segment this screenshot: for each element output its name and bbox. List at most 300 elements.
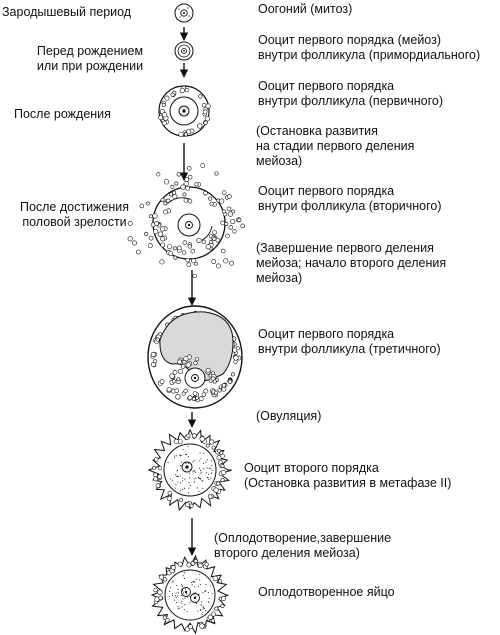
granulosa-cell-mark bbox=[202, 103, 206, 107]
granulosa-cell-mark bbox=[188, 625, 192, 629]
granulosa-cell-mark bbox=[140, 204, 144, 208]
granulosa-cell-mark bbox=[186, 258, 190, 262]
cytoplasm-dot bbox=[196, 579, 197, 580]
cytoplasm-dot bbox=[194, 481, 195, 482]
granulosa-cell-mark bbox=[177, 360, 181, 364]
granulosa-cell-mark bbox=[197, 124, 202, 129]
cytoplasm-dot bbox=[182, 449, 183, 450]
granulosa-cell-mark bbox=[206, 444, 209, 447]
granulosa-cell-mark bbox=[179, 132, 184, 137]
granulosa-cell-mark bbox=[163, 210, 167, 214]
granulosa-cell-mark bbox=[206, 368, 210, 372]
granulosa-cell-mark bbox=[212, 446, 215, 449]
cytoplasm-dot bbox=[205, 610, 206, 611]
granulosa-cell-mark bbox=[186, 363, 191, 368]
granulosa-cell-mark bbox=[153, 477, 157, 481]
cytoplasm-dot bbox=[176, 597, 177, 598]
cytoplasm-dot bbox=[199, 468, 200, 469]
cytoplasm-dot bbox=[202, 614, 203, 615]
granulosa-cell-mark bbox=[194, 361, 198, 365]
cytoplasm-dot bbox=[175, 595, 176, 596]
cytoplasm-dot bbox=[175, 474, 176, 475]
granulosa-cell-mark bbox=[185, 186, 189, 190]
cytoplasm-dot bbox=[196, 603, 197, 604]
stage-after-puberty-label: После достижения половой зрелости bbox=[19, 200, 130, 229]
granulosa-cell-mark bbox=[182, 251, 186, 255]
granulosa-cell-mark bbox=[178, 369, 183, 374]
secondary-oocyte-cell bbox=[149, 430, 232, 510]
cytoplasm-dot bbox=[201, 601, 202, 602]
meiosis-completion-label: (Завершение первого деления мейоза; начало второго деления мейоза) bbox=[256, 241, 447, 285]
cytoplasm-dot bbox=[181, 606, 182, 607]
granulosa-cell-mark bbox=[193, 392, 197, 396]
cytoplasm-dot bbox=[203, 463, 204, 464]
granulosa-cell-mark bbox=[181, 365, 185, 369]
cytoplasm-dot bbox=[181, 455, 182, 456]
granulosa-cell-mark bbox=[219, 199, 224, 204]
cytoplasm-dot bbox=[178, 592, 179, 593]
oogonium-label: Оогоний (митоз) bbox=[258, 2, 353, 16]
cytoplasm-dot bbox=[206, 584, 207, 585]
cytoplasm-dot bbox=[182, 478, 183, 479]
cytoplasm-dot bbox=[178, 476, 179, 477]
cytoplasm-dot bbox=[211, 465, 212, 466]
granulosa-cell-mark bbox=[174, 439, 178, 443]
granulosa-cell-mark bbox=[167, 496, 171, 500]
granulosa-cell-mark bbox=[181, 185, 186, 190]
granulosa-cell-mark bbox=[210, 202, 214, 206]
granulosa-cell-mark bbox=[160, 260, 165, 265]
cytoplasm-dot bbox=[177, 595, 178, 596]
cytoplasm-dot bbox=[174, 457, 175, 458]
cytoplasm-dot bbox=[200, 458, 201, 459]
granulosa-cell-mark bbox=[192, 434, 196, 438]
granulosa-cell-mark bbox=[151, 352, 155, 356]
granulosa-cell-mark bbox=[178, 562, 182, 566]
granulosa-cell-mark bbox=[238, 218, 241, 221]
granulosa-cell-mark bbox=[164, 180, 169, 185]
cytoplasm-dot bbox=[179, 608, 180, 609]
cytoplasm-dot bbox=[199, 574, 200, 575]
granulosa-cell-mark bbox=[164, 202, 167, 205]
cytoplasm-dot bbox=[176, 455, 177, 456]
cytoplasm-dot bbox=[211, 460, 212, 461]
granulosa-cell-mark bbox=[183, 360, 186, 363]
granulosa-cell-mark bbox=[158, 590, 163, 595]
granulosa-cell-mark bbox=[191, 249, 195, 253]
cytoplasm-dot bbox=[176, 470, 177, 471]
granulosa-cell-mark bbox=[222, 191, 226, 195]
cytoplasm-dot bbox=[178, 608, 179, 609]
granulosa-cell-mark bbox=[210, 440, 214, 444]
cytoplasm-dot bbox=[177, 482, 178, 483]
cytoplasm-dot bbox=[181, 601, 182, 602]
granulosa-cell-mark bbox=[158, 475, 162, 479]
granulosa-cell-mark bbox=[213, 380, 216, 383]
cytoplasm-dot bbox=[202, 481, 203, 482]
cytoplasm-dot bbox=[182, 586, 183, 587]
cytoplasm-dot bbox=[168, 462, 169, 463]
cytoplasm-dot bbox=[210, 478, 211, 479]
granulosa-cell-mark bbox=[241, 224, 245, 228]
granulosa-cell-mark bbox=[162, 121, 166, 125]
granulosa-cell-mark bbox=[159, 116, 163, 120]
granulosa-cell-mark bbox=[158, 466, 162, 470]
cytoplasm-dot bbox=[199, 460, 200, 461]
cytoplasm-dot bbox=[208, 479, 209, 480]
granulosa-cell-mark bbox=[153, 466, 156, 469]
stage-after-birth-label: После рождения bbox=[14, 107, 111, 121]
secondary-oocyte-label: Ооцит второго порядка (Остановка развития в метафазе II) bbox=[244, 461, 452, 490]
granulosa-cell-mark bbox=[213, 237, 216, 240]
granulosa-cell-mark bbox=[194, 559, 197, 562]
granulosa-cell-mark bbox=[187, 563, 191, 567]
cytoplasm-dot bbox=[189, 602, 190, 603]
granulosa-cell-mark bbox=[221, 470, 226, 475]
cytoplasm-dot bbox=[175, 484, 176, 485]
granulosa-cell-mark bbox=[174, 256, 177, 259]
cytoplasm-dot bbox=[203, 468, 204, 469]
cytoplasm-dot bbox=[190, 485, 191, 486]
granulosa-cell-mark bbox=[205, 563, 209, 567]
cytoplasm-dot bbox=[186, 454, 187, 455]
granulosa-cell-mark bbox=[173, 247, 176, 250]
granulosa-cell-mark bbox=[208, 495, 212, 499]
cytoplasm-dot bbox=[207, 477, 208, 478]
granulosa-cell-mark bbox=[169, 193, 172, 196]
fertilized-egg-cell bbox=[152, 556, 228, 633]
cytoplasm-dot bbox=[170, 478, 171, 479]
cytoplasm-dot bbox=[180, 490, 181, 491]
cytoplasm-dot bbox=[193, 594, 194, 595]
cytoplasm-dot bbox=[211, 470, 212, 471]
granulosa-cell-mark bbox=[144, 232, 147, 235]
cytoplasm-dot bbox=[182, 590, 183, 591]
cytoplasm-dot bbox=[172, 595, 173, 596]
granulosa-cell-mark bbox=[228, 380, 232, 384]
granulosa-cell-mark bbox=[228, 195, 232, 199]
granulosa-cell-mark bbox=[218, 389, 222, 393]
cytoplasm-dot bbox=[175, 488, 176, 489]
granulosa-cell-mark bbox=[212, 390, 216, 394]
fertilization-label: (Оплодотворение,завершение второго деления мейоза) bbox=[214, 531, 392, 560]
granulosa-cell-mark bbox=[156, 173, 160, 177]
cytoplasm-dot bbox=[210, 585, 211, 586]
cytoplasm-dot bbox=[184, 604, 185, 605]
granulosa-cell-mark bbox=[187, 166, 191, 170]
cytoplasm-dot bbox=[199, 580, 200, 581]
granulosa-cell-mark bbox=[221, 604, 224, 607]
granulosa-cell-mark bbox=[173, 370, 177, 374]
granulosa-cell-mark bbox=[185, 503, 189, 507]
cytoplasm-dot bbox=[201, 472, 202, 473]
cytoplasm-dot bbox=[205, 461, 206, 462]
granulosa-cell-mark bbox=[231, 219, 235, 223]
granulosa-cell-mark bbox=[229, 261, 233, 265]
granulosa-cell-mark bbox=[214, 488, 219, 493]
granulosa-cell-mark bbox=[172, 379, 176, 383]
granulosa-cell-mark bbox=[177, 246, 181, 250]
granulosa-cell-mark bbox=[153, 214, 158, 219]
cytoplasm-dot bbox=[194, 460, 195, 461]
granulosa-cell-mark bbox=[202, 240, 206, 244]
granulosa-cell-mark bbox=[149, 236, 153, 240]
granulosa-cell-mark bbox=[190, 504, 193, 507]
granulosa-cell-mark bbox=[221, 596, 225, 600]
cytoplasm-dot bbox=[202, 488, 203, 489]
granulosa-cell-mark bbox=[169, 252, 173, 256]
granulosa-cell-mark bbox=[222, 387, 226, 391]
primordial-follicle-cell bbox=[175, 42, 193, 60]
granulosa-cell-mark bbox=[201, 163, 205, 167]
granulosa-cell-mark bbox=[149, 215, 152, 218]
oogonium-cell bbox=[175, 4, 193, 22]
cytoplasm-dot bbox=[207, 459, 208, 460]
primordial-follicle-label: Ооцит первого порядка (мейоз) внутри фолликула (примордиального) bbox=[258, 33, 481, 62]
granulosa-cell-mark bbox=[159, 575, 163, 579]
granulosa-cell-mark bbox=[221, 478, 225, 482]
cytoplasm-dot bbox=[195, 472, 196, 473]
granulosa-cell-mark bbox=[222, 384, 225, 387]
cytoplasm-dot bbox=[172, 582, 173, 583]
cytoplasm-dot bbox=[169, 596, 170, 597]
granulosa-cell-mark bbox=[155, 222, 159, 226]
granulosa-cell-mark bbox=[161, 198, 164, 201]
granulosa-cell-mark bbox=[146, 202, 149, 205]
granulosa-cell-mark bbox=[180, 498, 183, 501]
granulosa-cell-mark bbox=[162, 103, 165, 106]
granulosa-cell-mark bbox=[227, 207, 231, 211]
granulosa-cell-mark bbox=[194, 262, 197, 265]
granulosa-cell-mark bbox=[187, 434, 191, 438]
cytoplasm-dot bbox=[198, 586, 199, 587]
tertiary-follicle-cell bbox=[148, 306, 242, 408]
granulosa-cell-mark bbox=[165, 96, 169, 100]
cytoplasm-dot bbox=[197, 610, 198, 611]
granulosa-cell-mark bbox=[156, 484, 160, 488]
granulosa-cell-mark bbox=[183, 193, 186, 196]
cytoplasm-dot bbox=[182, 598, 183, 599]
granulosa-cell-mark bbox=[199, 397, 203, 401]
granulosa-cell-mark bbox=[148, 244, 152, 248]
granulosa-cell-mark bbox=[233, 230, 237, 234]
cytoplasm-dot bbox=[176, 602, 177, 603]
cytoplasm-dot bbox=[206, 472, 207, 473]
ovulation-label: (Овуляция) bbox=[256, 409, 322, 423]
fertilized-egg-label: Оплодотворенное яйцо bbox=[258, 585, 395, 599]
cytoplasm-dot bbox=[182, 480, 183, 481]
cytoplasm-dot bbox=[174, 456, 175, 457]
granulosa-cell-mark bbox=[177, 173, 181, 177]
granulosa-cell-mark bbox=[128, 221, 132, 225]
cytoplasm-dot bbox=[208, 592, 209, 593]
granulosa-cell-mark bbox=[160, 227, 164, 231]
granulosa-cell-mark bbox=[153, 473, 157, 477]
granulosa-cell-mark bbox=[209, 197, 212, 200]
cytoplasm-dot bbox=[194, 478, 195, 479]
cytoplasm-dot bbox=[184, 578, 185, 579]
granulosa-cell-mark bbox=[151, 362, 155, 366]
granulosa-cell-mark bbox=[188, 396, 192, 400]
cytoplasm-dot bbox=[176, 476, 177, 477]
granulosa-cell-mark bbox=[215, 172, 218, 175]
granulosa-cell-mark bbox=[216, 264, 220, 268]
granulosa-cell-mark bbox=[165, 618, 169, 622]
granulosa-cell-mark bbox=[175, 389, 179, 393]
granulosa-cell-mark bbox=[175, 182, 178, 185]
granulosa-cell-mark bbox=[160, 379, 164, 383]
cytoplasm-dot bbox=[208, 474, 209, 475]
granulosa-cell-mark bbox=[160, 237, 164, 241]
granulosa-cell-mark bbox=[180, 88, 185, 93]
cytoplasm-dot bbox=[200, 479, 201, 480]
cytoplasm-dot bbox=[210, 468, 211, 469]
granulosa-cell-mark bbox=[202, 393, 206, 397]
granulosa-cell-mark bbox=[225, 222, 228, 225]
cytoplasm-dot bbox=[181, 603, 182, 604]
granulosa-cell-mark bbox=[171, 566, 175, 570]
cytoplasm-dot bbox=[208, 602, 209, 603]
cytoplasm-dot bbox=[200, 452, 201, 453]
cytoplasm-dot bbox=[181, 584, 182, 585]
cytoplasm-dot bbox=[204, 608, 205, 609]
granulosa-cell-mark bbox=[217, 456, 221, 460]
granulosa-cell-mark bbox=[195, 357, 199, 361]
cytoplasm-dot bbox=[188, 488, 189, 489]
cytoplasm-dot bbox=[192, 471, 193, 472]
cytoplasm-dot bbox=[180, 465, 181, 466]
cytoplasm-dot bbox=[203, 453, 204, 454]
granulosa-cell-mark bbox=[199, 95, 203, 99]
granulosa-cell-mark bbox=[154, 588, 158, 592]
granulosa-cell-mark bbox=[128, 236, 133, 241]
granulosa-cell-mark bbox=[186, 130, 190, 134]
cytoplasm-dot bbox=[187, 446, 188, 447]
granulosa-cell-mark bbox=[177, 378, 180, 381]
cytoplasm-dot bbox=[200, 609, 201, 610]
granulosa-cell-mark bbox=[198, 564, 202, 568]
granulosa-cell-mark bbox=[188, 245, 192, 249]
cytoplasm-dot bbox=[188, 492, 189, 493]
granulosa-cell-mark bbox=[156, 338, 159, 341]
secondary-follicle-cell bbox=[128, 163, 245, 277]
cytoplasm-dot bbox=[195, 592, 196, 593]
granulosa-cell-mark bbox=[197, 238, 202, 243]
cytoplasm-dot bbox=[184, 479, 185, 480]
granulosa-cell-mark bbox=[155, 597, 159, 601]
cytoplasm-dot bbox=[187, 611, 188, 612]
cytoplasm-dot bbox=[182, 489, 183, 490]
cytoplasm-dot bbox=[170, 587, 171, 588]
cytoplasm-dot bbox=[177, 589, 178, 590]
granulosa-cell-mark bbox=[234, 356, 239, 361]
granulosa-cell-mark bbox=[158, 232, 163, 237]
cytoplasm-dot bbox=[193, 581, 194, 582]
granulosa-cell-mark bbox=[132, 241, 136, 245]
cytoplasm-dot bbox=[184, 609, 185, 610]
cytoplasm-dot bbox=[188, 456, 189, 457]
granulosa-cell-mark bbox=[203, 110, 207, 114]
tertiary-follicle-label: Ооцит первого порядка внутри фолликула (третичного) bbox=[258, 327, 441, 356]
cytoplasm-dot bbox=[197, 487, 198, 488]
cytoplasm-dot bbox=[189, 473, 190, 474]
cytoplasm-dot bbox=[212, 593, 213, 594]
granulosa-cell-mark bbox=[171, 93, 175, 97]
cytoplasm-dot bbox=[198, 477, 199, 478]
cytoplasm-dot bbox=[201, 605, 202, 606]
granulosa-cell-mark bbox=[231, 373, 234, 376]
granulosa-cell-mark bbox=[211, 619, 215, 623]
granulosa-cell-mark bbox=[188, 175, 192, 179]
cytoplasm-dot bbox=[191, 582, 192, 583]
primary-follicle-label: Ооцит первого порядка внутри фолликула (первичного) bbox=[258, 79, 443, 108]
granulosa-cell-mark bbox=[170, 374, 175, 379]
cytoplasm-dot bbox=[211, 473, 212, 474]
granulosa-cell-mark bbox=[192, 397, 195, 400]
cytoplasm-dot bbox=[189, 482, 190, 483]
cytoplasm-dot bbox=[185, 463, 186, 464]
granulosa-cell-mark bbox=[204, 121, 208, 125]
granulosa-cell-mark bbox=[221, 249, 225, 253]
cytoplasm-dot bbox=[200, 470, 201, 471]
cytoplasm-dot bbox=[176, 593, 177, 594]
granulosa-cell-mark bbox=[188, 199, 192, 203]
granulosa-cell-mark bbox=[161, 243, 165, 247]
granulosa-cell-mark bbox=[205, 116, 210, 121]
cytoplasm-dot bbox=[195, 478, 196, 479]
granulosa-cell-mark bbox=[168, 491, 172, 495]
granulosa-cell-mark bbox=[215, 607, 218, 610]
granulosa-cell-mark bbox=[208, 615, 212, 619]
cytoplasm-dot bbox=[181, 461, 182, 462]
granulosa-cell-mark bbox=[184, 198, 188, 202]
granulosa-cell-mark bbox=[184, 389, 188, 393]
cytoplasm-dot bbox=[180, 475, 181, 476]
granulosa-cell-mark bbox=[206, 244, 211, 249]
cytoplasm-dot bbox=[176, 585, 177, 586]
granulosa-cell-mark bbox=[218, 580, 221, 583]
granulosa-cell-mark bbox=[217, 482, 220, 485]
cytoplasm-dot bbox=[180, 482, 181, 483]
granulosa-cell-mark bbox=[225, 234, 229, 238]
cytoplasm-dot bbox=[202, 608, 203, 609]
cytoplasm-dot bbox=[194, 470, 195, 471]
granulosa-cell-mark bbox=[212, 259, 216, 263]
cytoplasm-dot bbox=[207, 467, 208, 468]
cytoplasm-dot bbox=[194, 586, 195, 587]
cytoplasm-dot bbox=[184, 572, 185, 573]
meiosis-arrest-label: (Остановка развития на стадии первого деления мейоза) bbox=[256, 124, 415, 168]
primary-follicle-cell bbox=[159, 86, 211, 137]
granulosa-cell-mark bbox=[167, 244, 172, 249]
cytoplasm-dot bbox=[184, 598, 185, 599]
granulosa-cell-mark bbox=[228, 212, 233, 217]
granulosa-cell-mark bbox=[153, 229, 158, 234]
cytoplasm-dot bbox=[209, 598, 210, 599]
granulosa-cell-mark bbox=[162, 113, 166, 117]
granulosa-cell-mark bbox=[167, 388, 171, 392]
granulosa-cell-mark bbox=[136, 250, 140, 254]
granulosa-cell-mark bbox=[229, 225, 233, 229]
granulosa-cell-mark bbox=[213, 576, 218, 581]
cytoplasm-dot bbox=[202, 592, 203, 593]
granulosa-cell-mark bbox=[217, 449, 220, 452]
granulosa-cell-mark bbox=[200, 437, 205, 442]
cytoplasm-dot bbox=[200, 584, 201, 585]
cytoplasm-dot bbox=[169, 591, 170, 592]
cytoplasm-dot bbox=[192, 584, 193, 585]
granulosa-cell-mark bbox=[200, 624, 205, 629]
